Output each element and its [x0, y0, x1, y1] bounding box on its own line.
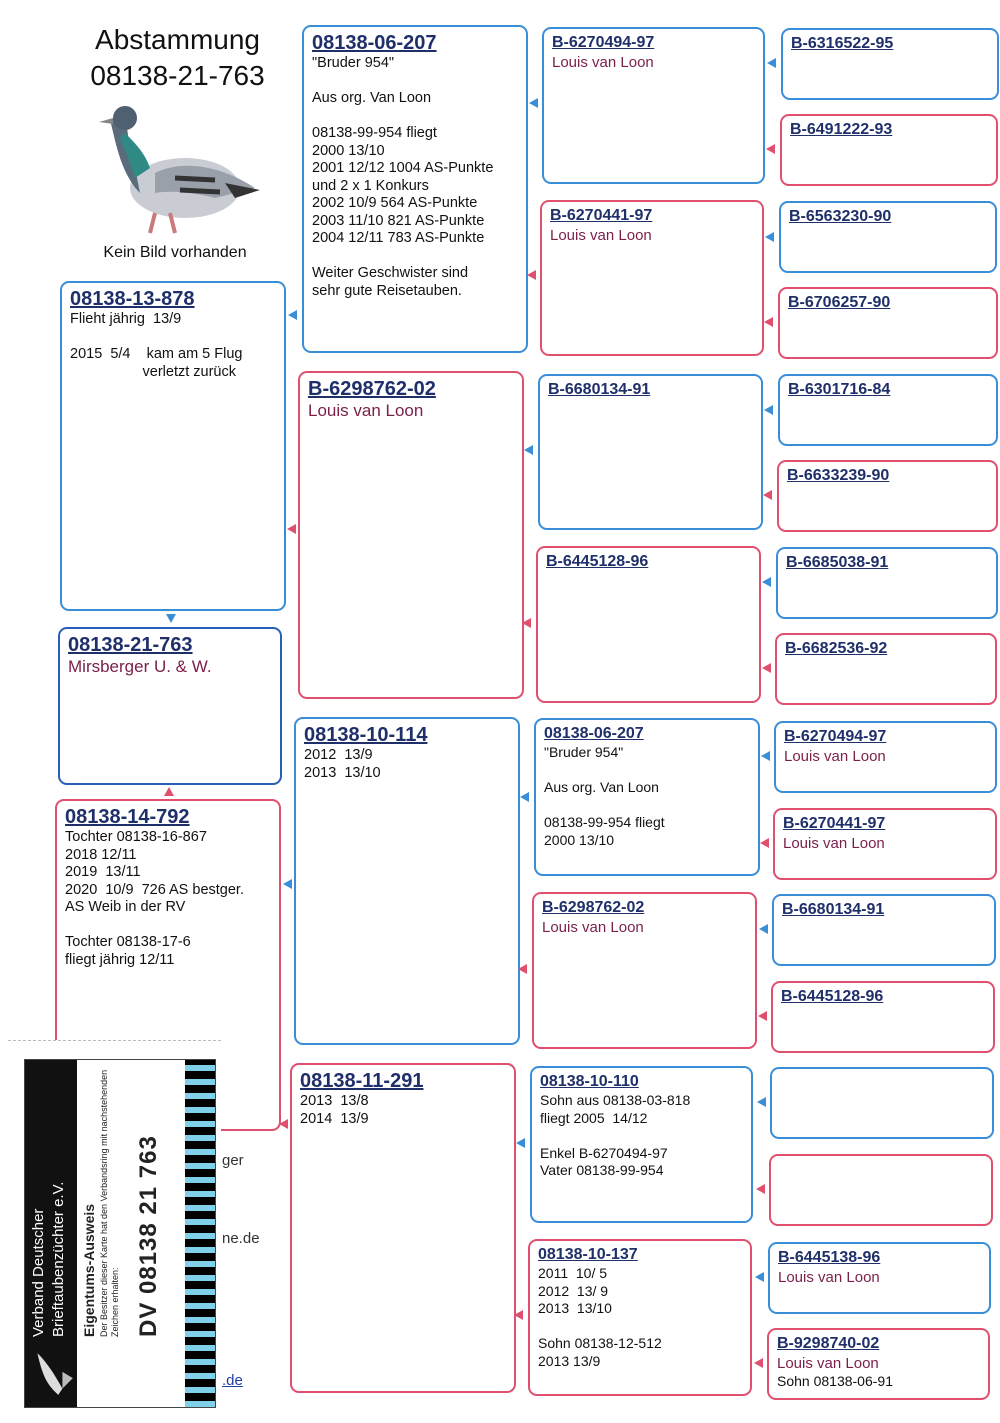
gen4-ring-8: B-6682536-92 [785, 640, 888, 657]
id-card-org-band [25, 1060, 77, 1407]
gen4-card-16[interactable] [767, 1328, 990, 1400]
mother-notes: Tochter 08138-16-867 2018 12/11 2019 13/11 2020 10/9 726 AS bestger. AS Weib in der RV Tochter 08138-17-6 fliegt jährig 12/11 [65, 829, 244, 968]
fff-ring: B-6270494-97 [552, 34, 655, 51]
fmm-arrow [522, 618, 531, 628]
paternal-grandmother-breeder: Louis van Loon [308, 401, 424, 420]
gen4-card-6[interactable] [777, 460, 998, 532]
gen4-card-14[interactable] [769, 1154, 993, 1226]
gen4-ring-15: B-6445138-96 [778, 1249, 881, 1266]
g3-arrow [765, 232, 774, 242]
mmf-card[interactable] [530, 1066, 753, 1223]
g9-arrow [761, 751, 770, 761]
ffm-card[interactable] [540, 200, 764, 356]
gen4-breeder-10: Louis van Loon [783, 835, 885, 852]
mfm-card[interactable] [532, 892, 757, 1049]
mmf-ring: 08138-10-110 [540, 1073, 639, 1090]
mf-arrow [283, 879, 292, 889]
mff-notes: "Bruder 954" Aus org. Van Loon 08138-99-954 fliegt 2000 13/10 [544, 744, 665, 848]
paternal-grandfather-card[interactable] [302, 25, 528, 353]
scrap-text-1: ger [222, 1152, 244, 1169]
maternal-grandmother-ring: 08138-11-291 [300, 1070, 424, 1092]
paternal-grandmother-ring: B-6298762-02 [308, 378, 436, 400]
gen4-ring-16: B-9298740-02 [777, 1335, 880, 1352]
id-card-rotated-content [25, 1060, 215, 1407]
gen4-card-15[interactable] [768, 1242, 991, 1314]
g10-arrow [760, 838, 769, 848]
gen4-card-7[interactable] [776, 547, 998, 619]
ffm-breeder: Louis van Loon [550, 227, 652, 244]
g4-arrow [764, 317, 773, 327]
mff-arrow [520, 792, 529, 802]
id-card-org-line2: Brieftaubenzüchter e.V. [50, 1181, 67, 1337]
subject-owner: Mirsberger U. & W. [68, 657, 212, 676]
scrap-text-3: .de [222, 1372, 243, 1389]
dove-logo-icon [27, 1349, 77, 1399]
fmm-card[interactable] [536, 546, 761, 703]
gen4-ring-7: B-6685038-91 [786, 554, 889, 571]
gen4-ring-1: B-6316522-95 [791, 35, 894, 52]
g14-arrow [756, 1184, 765, 1194]
gen4-ring-3: B-6563230-90 [789, 208, 892, 225]
mmm-arrow [514, 1310, 523, 1320]
fmf-card[interactable] [538, 374, 763, 530]
g7-arrow [762, 577, 771, 587]
g13-arrow [757, 1097, 766, 1107]
paternal-grandfather-ring: 08138-06-207 [312, 32, 437, 54]
subject-ring: 08138-21-763 [68, 634, 193, 656]
gen4-card-8[interactable] [775, 633, 997, 705]
id-card-pattern-band [185, 1060, 215, 1407]
father-notes: Flieht jährig 13/9 2015 5/4 kam am 5 Flug verletzt zurück [70, 311, 243, 380]
scrap-text-2: ne.de [222, 1230, 260, 1247]
fm-arrow [287, 524, 296, 534]
gen4-card-5[interactable] [778, 374, 998, 446]
paternal-grandfather-notes: "Bruder 954" Aus org. Van Loon 08138-99-954 fliegt 2000 13/10 2001 12/12 1004 AS-Punkte und 2 x 1 Konkurs 2002 10/9 564 AS-Punkte 2003 11/10 821 AS-Punkte 2004 12/11 783 AS-Punkte Weiter Geschwister sind sehr gute Reisetauben. [312, 55, 494, 299]
id-card-body [77, 1060, 185, 1407]
mff-card[interactable] [534, 718, 760, 876]
gen4-ring-11: B-6680134-91 [782, 901, 885, 918]
pigeon-icon [95, 98, 260, 243]
g1-arrow [767, 58, 776, 68]
mff-ring: 08138-06-207 [544, 725, 644, 742]
father-ring: 08138-13-878 [70, 288, 195, 310]
gen4-ring-2: B-6491222-93 [790, 121, 893, 138]
gen4-ring-6: B-6633239-90 [787, 467, 890, 484]
paternal-grandmother-card[interactable] [298, 371, 524, 699]
g11-arrow [759, 924, 768, 934]
gen4-breeder-15: Louis van Loon [778, 1269, 880, 1286]
ff-arrow [288, 310, 297, 320]
fff-arrow [529, 98, 538, 108]
gen4-breeder-9: Louis van Loon [784, 748, 886, 765]
gen4-ring-5: B-6301716-84 [788, 381, 891, 398]
mmm-notes: 2011 10/ 5 2012 13/ 9 2013 13/10 Sohn 08138-12-512 2013 13/9 [538, 1265, 662, 1369]
maternal-grandmother-card[interactable] [290, 1063, 516, 1393]
fff-breeder: Louis van Loon [552, 54, 654, 71]
maternal-grandmother-notes: 2013 13/8 2014 13/9 [300, 1093, 369, 1127]
fmf-arrow [524, 445, 533, 455]
mmf-notes: Sohn aus 08138-03-818 fliegt 2005 14/12 Enkel B-6270494-97 Vater 08138-99-954 [540, 1092, 691, 1178]
maternal-grandfather-card[interactable] [294, 717, 520, 1045]
gen4-breeder-16: Louis van Loon [777, 1355, 879, 1372]
subject-card[interactable] [58, 627, 282, 785]
mm-arrow [279, 1119, 288, 1129]
gen4-ring-10: B-6270441-97 [783, 815, 886, 832]
mmm-ring: 08138-10-137 [538, 1246, 638, 1263]
gen4-card-4[interactable] [778, 287, 998, 359]
id-card-org-line1: Verband Deutscher [30, 1208, 47, 1337]
gen4-card-9[interactable] [774, 721, 997, 793]
mfm-ring: B-6298762-02 [542, 899, 645, 916]
gen4-card-11[interactable] [772, 894, 996, 966]
gen4-card-13[interactable] [770, 1067, 994, 1139]
fmf-ring: B-6680134-91 [548, 381, 651, 398]
id-card-face [24, 1059, 216, 1408]
mfm-arrow [518, 964, 527, 974]
ffm-ring: B-6270441-97 [550, 207, 653, 224]
g16-arrow [754, 1358, 763, 1368]
no-image-caption: Kein Bild vorhanden [103, 244, 247, 261]
id-card-text: Der Besitzer dieser Karte hat den Verbandsring mit nachstehenden Zeichen erhalten: [99, 1069, 120, 1337]
ownership-id-card [8, 1040, 221, 1419]
gen4-card-12[interactable] [771, 981, 995, 1053]
id-card-title: Eigentums-Ausweis [81, 1203, 97, 1337]
maternal-grandfather-ring: 08138-10-114 [304, 724, 428, 746]
gen4-card-1[interactable] [781, 28, 999, 100]
gen4-note-16: Sohn 08138-06-91 [777, 1373, 893, 1389]
gen4-ring-12: B-6445128-96 [781, 988, 884, 1005]
g2-arrow [766, 144, 775, 154]
g12-arrow [758, 1011, 767, 1021]
g6-arrow [763, 490, 772, 500]
gen4-ring-9: B-6270494-97 [784, 728, 887, 745]
father-card[interactable] [60, 281, 286, 611]
id-card-number: DV 08138 21 763 [135, 1135, 162, 1337]
gen4-card-2[interactable] [780, 114, 998, 186]
pedigree-title [60, 22, 295, 94]
mmm-card[interactable] [528, 1239, 752, 1396]
g8-arrow [762, 663, 771, 673]
mfm-breeder: Louis van Loon [542, 919, 644, 936]
gen4-ring-4: B-6706257-90 [788, 294, 891, 311]
title-ring: 08138-21-763 [90, 60, 265, 91]
mother-to-subject-arrow [164, 787, 174, 796]
title-text: Abstammung [95, 24, 260, 55]
mmf-arrow [516, 1138, 525, 1148]
gen4-card-3[interactable] [779, 201, 997, 273]
ffm-arrow [527, 270, 536, 280]
fff-card[interactable] [542, 27, 765, 184]
gen4-card-10[interactable] [773, 808, 997, 880]
fmm-ring: B-6445128-96 [546, 553, 649, 570]
maternal-grandfather-notes: 2012 13/9 2013 13/10 [304, 747, 381, 781]
mother-ring: 08138-14-792 [65, 806, 190, 828]
father-to-subject-arrow [166, 614, 176, 623]
g5-arrow [764, 405, 773, 415]
g15-arrow [755, 1272, 764, 1282]
